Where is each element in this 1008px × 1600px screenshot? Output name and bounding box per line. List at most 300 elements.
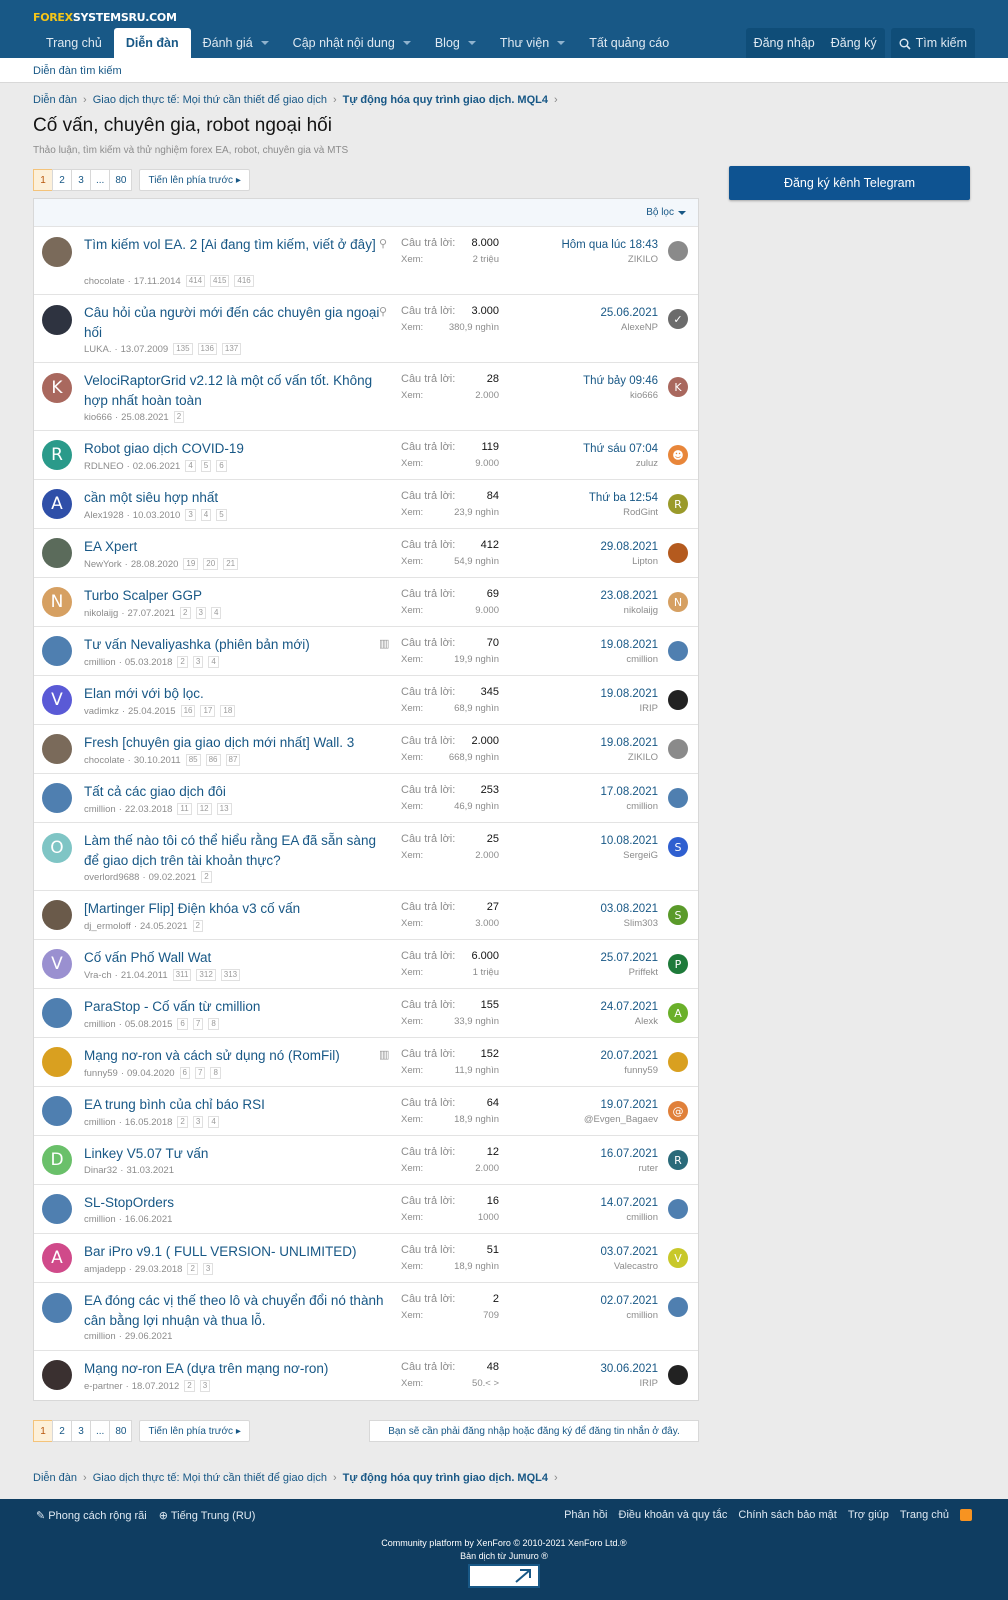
thread-start-date[interactable]: 17.11.2014 xyxy=(133,275,181,287)
author-avatar[interactable] xyxy=(42,1096,72,1126)
thread-row[interactable] xyxy=(34,578,698,627)
last-poster-avatar[interactable]: ✓ xyxy=(668,309,688,329)
thread-title[interactable]: Bar iPro v9.1 ( FULL VERSION- UNLIMITED) xyxy=(84,1244,357,1259)
thread-start-date[interactable]: 09.04.2020 xyxy=(126,1067,175,1079)
thread-page-link[interactable]: 3 xyxy=(185,509,195,521)
thread-start-date[interactable]: 30.10.2011 xyxy=(133,754,181,766)
thread-author[interactable]: cmillion xyxy=(84,1214,116,1225)
footer-link-feedback[interactable]: Phản hồi xyxy=(564,1509,608,1521)
author-avatar[interactable]: K xyxy=(42,373,72,403)
thread-page-link[interactable]: 137 xyxy=(222,343,241,355)
thread-page-link[interactable]: 3 xyxy=(193,1116,203,1128)
last-post-user[interactable]: cmillion xyxy=(626,1310,658,1321)
counter-badge[interactable] xyxy=(468,1564,540,1588)
thread-start-date[interactable]: 28.08.2020 xyxy=(130,558,179,570)
last-poster-avatar[interactable]: R xyxy=(668,1150,688,1170)
thread-start-date[interactable]: 21.04.2011 xyxy=(120,969,168,981)
thread-author[interactable]: NewYork xyxy=(84,558,122,570)
last-post-date[interactable]: 20.07.2021 xyxy=(600,1050,658,1062)
last-poster-avatar[interactable]: @ xyxy=(668,1101,688,1121)
page-link[interactable]: 3 xyxy=(71,169,91,191)
author-avatar[interactable] xyxy=(42,538,72,568)
thread-page-link[interactable]: 3 xyxy=(200,1380,210,1392)
thread-page-link[interactable]: 18 xyxy=(220,705,235,717)
thread-author[interactable]: kio666 xyxy=(84,411,112,423)
author-avatar[interactable] xyxy=(42,1293,72,1323)
last-poster-avatar[interactable] xyxy=(668,241,688,261)
last-poster-avatar[interactable] xyxy=(668,1297,688,1317)
thread-title[interactable]: Turbo Scalper GGP xyxy=(84,588,203,603)
thread-stats xyxy=(401,999,499,1033)
thread-page-link[interactable]: 136 xyxy=(198,343,217,355)
thread-start-date[interactable]: 16.06.2021 xyxy=(124,1214,173,1225)
thread-row[interactable] xyxy=(34,529,698,578)
thread-author[interactable]: Vra-ch xyxy=(84,969,112,981)
thread-page-link[interactable]: 2 xyxy=(180,607,190,619)
author-avatar[interactable] xyxy=(42,734,72,764)
last-poster-avatar[interactable]: S xyxy=(668,837,688,857)
thread-title[interactable]: Tư vấn Nevaliyashka (phiên bản mới) xyxy=(84,637,310,652)
author-avatar[interactable]: D xyxy=(42,1145,72,1175)
thread-row[interactable] xyxy=(34,363,698,431)
last-post-date[interactable]: 02.07.2021 xyxy=(600,1295,658,1307)
thread-page-link[interactable]: 4 xyxy=(208,656,218,668)
login-notice[interactable]: Bạn sẽ cần phải đăng nhập hoặc đăng ký để đăng tin nhắn ở đây. xyxy=(369,1420,699,1442)
thread-start-date[interactable]: 29.03.2018 xyxy=(134,1263,183,1275)
author-avatar[interactable] xyxy=(42,1047,72,1077)
thread-start-date[interactable]: 31.03.2021 xyxy=(126,1165,174,1176)
thread-page-link[interactable]: 2 xyxy=(177,656,187,668)
thread-start-date[interactable]: 27.07.2021 xyxy=(127,607,176,619)
last-post-user[interactable]: Lipton xyxy=(632,556,658,567)
thread-start-date[interactable]: 18.07.2012 xyxy=(131,1380,180,1392)
thread-row[interactable] xyxy=(34,627,698,676)
thread-author[interactable]: chocolate xyxy=(84,754,125,766)
page-link[interactable]: 80 xyxy=(109,169,132,191)
last-post-date[interactable]: Thứ ba 12:54 xyxy=(588,492,658,504)
views-count: 46,9 nghìn xyxy=(454,801,499,812)
author-avatar[interactable] xyxy=(42,1360,72,1390)
thread-author[interactable]: cmillion xyxy=(84,1116,116,1128)
thread-page-link[interactable]: 6 xyxy=(177,1018,187,1030)
thread-title[interactable]: Làm thế nào tôi có thể hiểu rằng EA đã sẵn sàng để giao dịch trên tài khoản thực? xyxy=(84,833,376,868)
nav-tab[interactable] xyxy=(191,28,281,58)
last-post-date[interactable]: 30.06.2021 xyxy=(600,1363,658,1375)
last-post-date[interactable]: Thứ sáu 07:04 xyxy=(583,443,658,455)
nav-tab[interactable] xyxy=(34,28,114,58)
thread-page-link[interactable]: 85 xyxy=(186,754,201,766)
thread-page-link[interactable]: 5 xyxy=(201,460,211,472)
footer-link-terms[interactable]: Điều khoản và quy tắc xyxy=(618,1509,728,1521)
last-post-date[interactable]: 19.08.2021 xyxy=(600,639,658,651)
pin-icon: ⚲ xyxy=(379,306,388,318)
thread-page-link[interactable]: 11 xyxy=(177,803,191,815)
thread-page-link[interactable]: 12 xyxy=(197,803,212,815)
last-post-user[interactable]: ZIKILO xyxy=(627,254,658,265)
last-poster-avatar[interactable]: S xyxy=(668,905,688,925)
last-post-user[interactable]: ruter xyxy=(638,1163,658,1174)
replies-count: 6.000 xyxy=(471,950,499,962)
last-post-date[interactable]: 19.08.2021 xyxy=(600,737,658,749)
thread-row[interactable] xyxy=(34,725,698,774)
last-poster-avatar[interactable] xyxy=(668,788,688,808)
last-post xyxy=(600,588,658,616)
last-post-user[interactable]: cmillion xyxy=(626,1212,658,1223)
thread-title[interactable]: SL-StopOrders xyxy=(84,1195,175,1210)
author-avatar[interactable]: A xyxy=(42,1243,72,1273)
thread-page-link[interactable]: 2 xyxy=(201,871,211,883)
breadcrumb-item[interactable]: Diễn đàn xyxy=(33,94,78,106)
thread-row[interactable] xyxy=(34,431,698,480)
last-poster-avatar[interactable] xyxy=(668,1052,688,1072)
chevron-down-icon[interactable] xyxy=(403,41,411,45)
thread-page-link[interactable]: 2 xyxy=(174,411,184,423)
page-link[interactable]: 80 xyxy=(109,1420,132,1442)
thread-start-date[interactable]: 25.04.2015 xyxy=(128,705,176,717)
login-link[interactable]: Đăng nhập xyxy=(753,36,815,50)
author-avatar[interactable]: V xyxy=(42,949,72,979)
last-post-user[interactable]: SergeiG xyxy=(623,850,658,861)
last-post-date[interactable]: 19.08.2021 xyxy=(600,688,658,700)
views-count: 709 xyxy=(483,1310,499,1321)
thread-title[interactable]: EA đóng các vị thế theo lô và chuyển đổi nó thành cân bằng lợi nhuận và thua lỗ. xyxy=(84,1293,384,1328)
thread-page-link[interactable]: 2 xyxy=(187,1263,197,1275)
author-avatar[interactable]: A xyxy=(42,489,72,519)
thread-title[interactable]: Robot giao dịch COVID-19 xyxy=(84,441,244,456)
breadcrumb-item[interactable]: Giao dịch thực tế: Mọi thứ cần thiết để giao dịch xyxy=(92,94,327,106)
author-avatar[interactable] xyxy=(42,1194,72,1224)
thread-author[interactable]: cmillion xyxy=(84,803,116,815)
thread-page-link[interactable]: 87 xyxy=(226,754,241,766)
thread-title[interactable]: ParaStop - Cố vấn từ cmillion xyxy=(84,999,261,1014)
last-post xyxy=(600,1361,658,1389)
thread-page-link[interactable]: 7 xyxy=(195,1067,205,1079)
thread-title[interactable]: Fresh [chuyên gia giao dịch mới nhất] Wall. 3 xyxy=(84,735,355,750)
translation-credit[interactable]: Bản dịch từ Jumuro ® xyxy=(460,1551,548,1561)
thread-page-link[interactable]: 415 xyxy=(210,275,229,287)
last-post-date[interactable]: 24.07.2021 xyxy=(600,1001,658,1013)
next-page-button[interactable] xyxy=(139,169,249,191)
last-post-date[interactable]: 17.08.2021 xyxy=(600,786,658,798)
last-poster-avatar[interactable] xyxy=(668,1199,688,1219)
footer-link-privacy[interactable]: Chính sách bảo mật xyxy=(738,1509,837,1521)
thread-page-link[interactable]: 5 xyxy=(216,509,226,521)
thread-author[interactable]: LUKA. xyxy=(84,343,112,355)
thread-stats xyxy=(401,784,499,818)
meta-separator: · xyxy=(142,871,146,883)
thread-page-link[interactable]: 4 xyxy=(185,460,195,472)
language-chooser[interactable]: ⊕ Tiếng Trung (RU) xyxy=(158,1510,256,1522)
pin-icon: ⚲ xyxy=(379,238,388,250)
thread-row[interactable] xyxy=(34,227,698,295)
thread-title[interactable]: Tất cả các giao dịch đôi xyxy=(84,784,226,799)
last-poster-avatar[interactable]: K xyxy=(668,377,688,397)
last-post-date[interactable]: 19.07.2021 xyxy=(600,1099,658,1111)
thread-author[interactable]: overlord9688 xyxy=(84,871,140,883)
thread-author[interactable]: amjadepp xyxy=(84,1263,126,1275)
thread-author[interactable]: Dinar32 xyxy=(84,1165,118,1176)
chevron-down-icon xyxy=(678,211,686,215)
thread-start-date[interactable]: 29.06.2021 xyxy=(124,1331,173,1342)
last-post-user[interactable]: RodGint xyxy=(623,507,658,518)
last-post-user[interactable]: ZIKILO xyxy=(627,752,658,763)
thread-row[interactable] xyxy=(34,823,698,891)
author-avatar[interactable] xyxy=(42,900,72,930)
thread-page-link[interactable]: 4 xyxy=(208,1116,218,1128)
replies-label: Câu trả lời: xyxy=(401,950,456,962)
thread-start-date[interactable]: 05.03.2018 xyxy=(124,656,173,668)
thread-page-link[interactable]: 2 xyxy=(177,1116,187,1128)
last-post-date[interactable]: Hôm qua lúc 18:43 xyxy=(561,239,658,251)
thread-page-link[interactable]: 313 xyxy=(221,969,240,981)
thread-page-link[interactable]: 4 xyxy=(211,607,221,619)
thread-page-link[interactable]: 4 xyxy=(201,509,211,521)
page-jump[interactable]: ... xyxy=(90,169,110,191)
thread-page-link[interactable]: 3 xyxy=(193,656,203,668)
page-link[interactable]: 2 xyxy=(52,1420,72,1442)
breadcrumb-item[interactable]: Tự động hóa quy trình giao dịch. MQL4 xyxy=(342,94,548,106)
thread-page-link[interactable]: 6 xyxy=(180,1067,190,1079)
last-post-user[interactable]: IRIP xyxy=(639,1378,658,1389)
thread-title[interactable]: EA Xpert xyxy=(84,539,138,554)
last-post xyxy=(600,539,658,567)
thread-row[interactable] xyxy=(34,1038,698,1087)
thread-start-date[interactable]: 16.05.2018 xyxy=(124,1116,173,1128)
footer-link-home[interactable]: Trang chủ xyxy=(899,1509,949,1521)
author-avatar[interactable]: O xyxy=(42,833,72,863)
thread-row[interactable] xyxy=(34,1185,698,1234)
search-label: Tìm kiếm xyxy=(915,36,967,50)
thread-title[interactable]: Tìm kiếm vol EA. 2 [Ai đang tìm kiếm, viết ở đây] xyxy=(84,237,376,252)
thread-author[interactable]: funny59 xyxy=(84,1067,118,1079)
thread-author[interactable]: cmillion xyxy=(84,656,116,668)
thread-page-link[interactable]: 8 xyxy=(208,1018,218,1030)
page-link[interactable]: 1 xyxy=(33,169,53,191)
register-link[interactable]: Đăng ký xyxy=(830,36,877,50)
rss-icon[interactable] xyxy=(960,1509,972,1521)
thread-page-link[interactable]: 13 xyxy=(217,803,232,815)
last-post-date[interactable]: 25.07.2021 xyxy=(600,952,658,964)
last-post-date[interactable]: 29.08.2021 xyxy=(600,541,658,553)
meta-separator: · xyxy=(124,558,128,570)
last-poster-avatar[interactable]: N xyxy=(668,592,688,612)
thread-author[interactable]: vadimkz xyxy=(84,705,119,717)
meta-separator: · xyxy=(114,343,118,355)
last-poster-avatar[interactable] xyxy=(668,690,688,710)
last-post-user[interactable]: Slim303 xyxy=(623,918,658,929)
last-post-user[interactable]: cmillion xyxy=(626,654,658,665)
last-poster-avatar[interactable] xyxy=(668,1365,688,1385)
search-forums-link[interactable]: Diễn đàn tìm kiếm xyxy=(33,65,122,77)
thread-title[interactable]: Mạng nơ-ron EA (dựa trên mạng nơ-ron) xyxy=(84,1361,329,1376)
thread-start-date[interactable]: 25.08.2021 xyxy=(121,411,169,423)
last-post-user[interactable]: AlexeNP xyxy=(621,322,658,333)
telegram-subscribe-button[interactable]: Đăng ký kênh Telegram xyxy=(729,166,970,200)
nav-tab[interactable] xyxy=(281,28,423,58)
thread-row[interactable] xyxy=(34,676,698,725)
last-poster-avatar[interactable]: ☻ xyxy=(668,445,688,465)
thread-row[interactable] xyxy=(34,480,698,529)
thread-row[interactable] xyxy=(34,1283,698,1351)
thread-title[interactable]: EA trung bình của chỉ báo RSI xyxy=(84,1097,265,1112)
thread-page-link[interactable]: 17 xyxy=(200,705,215,717)
thread-start-date[interactable]: 13.07.2009 xyxy=(120,343,169,355)
thread-page-link[interactable]: 7 xyxy=(193,1018,203,1030)
thread-row[interactable] xyxy=(34,295,698,363)
thread-author[interactable]: nikolaijg xyxy=(84,607,119,619)
nav-tab[interactable] xyxy=(488,28,577,58)
breadcrumb-item[interactable]: Giao dịch thực tế: Mọi thứ cần thiết để giao dịch xyxy=(92,1472,327,1484)
thread-start-date[interactable]: 24.05.2021 xyxy=(140,920,188,932)
thread-page-link[interactable]: 21 xyxy=(223,558,238,570)
thread-start-date[interactable]: 02.06.2021 xyxy=(132,460,181,472)
breadcrumb-item[interactable]: Diễn đàn xyxy=(33,1472,78,1484)
thread-row[interactable] xyxy=(34,1351,698,1400)
thread-row[interactable] xyxy=(34,940,698,989)
thread-row[interactable] xyxy=(34,1087,698,1136)
author-avatar[interactable] xyxy=(42,636,72,666)
chevron-down-icon[interactable] xyxy=(557,41,565,45)
thread-start-date[interactable]: 09.02.2021 xyxy=(148,871,197,883)
last-poster-avatar[interactable] xyxy=(668,641,688,661)
thread-page-link[interactable]: 3 xyxy=(196,607,206,619)
thread-page-link[interactable]: 19 xyxy=(183,558,198,570)
copyright[interactable]: Community platform by XenForo © 2010-2021 XenForo Ltd.® xyxy=(381,1538,627,1548)
site-logo[interactable]: FOREXSYSTEMSRU.COM xyxy=(33,11,177,24)
thread-row[interactable] xyxy=(34,989,698,1038)
meta-separator: · xyxy=(120,1165,124,1176)
thread-author[interactable]: dj_ermoloff xyxy=(84,920,131,932)
last-poster-avatar[interactable] xyxy=(668,739,688,759)
last-poster-avatar[interactable]: R xyxy=(668,494,688,514)
last-post-user[interactable]: @Evgen_Bagaev xyxy=(583,1114,658,1125)
views-label: Xem: xyxy=(401,254,424,265)
last-post-user[interactable]: Valecastro xyxy=(613,1261,658,1272)
author-avatar[interactable]: N xyxy=(42,587,72,617)
thread-page-link[interactable]: 135 xyxy=(173,343,192,355)
thread-title[interactable]: VelociRaptorGrid v2.12 là một cố vấn tốt. Không hợp nhất hoàn toàn xyxy=(84,373,373,408)
thread-page-link[interactable]: 16 xyxy=(181,705,196,717)
last-post-date[interactable]: 14.07.2021 xyxy=(600,1197,658,1209)
last-poster-avatar[interactable]: P xyxy=(668,954,688,974)
last-poster-avatar[interactable]: A xyxy=(668,1003,688,1023)
thread-title[interactable]: Linkey V5.07 Tư vấn xyxy=(84,1146,209,1161)
brush-icon: ✎ xyxy=(36,1510,46,1522)
thread-row[interactable] xyxy=(34,774,698,823)
author-avatar[interactable] xyxy=(42,237,72,267)
thread-author[interactable]: Alex1928 xyxy=(84,509,124,521)
last-post-user[interactable]: kio666 xyxy=(630,390,658,401)
main-nav xyxy=(34,28,681,58)
last-post-user[interactable]: Priffekt xyxy=(628,967,658,978)
author-avatar[interactable] xyxy=(42,305,72,335)
chevron-down-icon[interactable] xyxy=(468,41,476,45)
footer-link-help[interactable]: Trợ giúp xyxy=(847,1509,889,1521)
thread-start-date[interactable]: 22.03.2018 xyxy=(124,803,173,815)
thread-author[interactable]: cmillion xyxy=(84,1331,116,1342)
author-avatar[interactable] xyxy=(42,998,72,1028)
author-avatar[interactable]: V xyxy=(42,685,72,715)
nav-tab[interactable] xyxy=(423,28,488,58)
last-post-date[interactable]: 03.08.2021 xyxy=(600,903,658,915)
pagination-top xyxy=(33,169,250,191)
last-post-date[interactable]: Thứ bảy 09:46 xyxy=(583,375,658,387)
thread-page-link[interactable]: 6 xyxy=(216,460,226,472)
nav-tab[interactable] xyxy=(114,28,191,58)
last-post-user[interactable]: cmillion xyxy=(626,801,658,812)
last-post-date[interactable]: 16.07.2021 xyxy=(600,1148,658,1160)
replies-count: 119 xyxy=(481,441,499,453)
thread-page-link[interactable]: 86 xyxy=(206,754,221,766)
last-post-user[interactable]: Alexk xyxy=(634,1016,658,1027)
page-jump[interactable]: ... xyxy=(90,1420,110,1442)
thread-start-date[interactable]: 10.03.2010 xyxy=(132,509,181,521)
last-post-date[interactable]: 10.08.2021 xyxy=(600,835,658,847)
filter-button[interactable]: Bộ lọc xyxy=(646,207,674,218)
author-avatar[interactable]: R xyxy=(42,440,72,470)
thread-page-link[interactable]: 311 xyxy=(173,969,192,981)
chevron-down-icon[interactable] xyxy=(261,41,269,45)
author-avatar[interactable] xyxy=(42,783,72,813)
last-poster-avatar[interactable]: V xyxy=(668,1248,688,1268)
last-post-user[interactable]: IRIP xyxy=(639,703,658,714)
last-post-user[interactable]: nikolaijg xyxy=(623,605,658,616)
thread-row[interactable] xyxy=(34,1234,698,1283)
search-link[interactable] xyxy=(891,28,975,58)
last-post-user[interactable]: zuluz xyxy=(635,458,658,469)
last-post-date[interactable]: 03.07.2021 xyxy=(600,1246,658,1258)
replies-label: Câu trả lời: xyxy=(401,637,456,649)
style-chooser[interactable]: ✎ Phong cách rộng rãi xyxy=(36,1510,147,1522)
thread-page-link[interactable]: 2 xyxy=(184,1380,194,1392)
thread-row[interactable] xyxy=(34,891,698,940)
last-post-date[interactable]: 25.06.2021 xyxy=(600,307,658,319)
page-description: Thảo luận, tìm kiếm và thử nghiệm forex EA, robot, chuyên gia và MTS xyxy=(33,145,349,156)
thread-page-link[interactable]: 414 xyxy=(186,275,205,287)
thread-start-date[interactable]: 05.08.2015 xyxy=(124,1018,173,1030)
last-post xyxy=(600,735,658,763)
thread-author[interactable]: RDLNEO xyxy=(84,460,124,472)
page-link[interactable]: 3 xyxy=(71,1420,91,1442)
last-post-user[interactable]: funny59 xyxy=(624,1065,658,1076)
thread-title[interactable]: cần một siêu hợp nhất xyxy=(84,490,219,505)
thread-title[interactable]: Mạng nơ-ron và cách sử dụng nó (RomFil) xyxy=(84,1048,340,1063)
last-post-date[interactable]: 23.08.2021 xyxy=(600,590,658,602)
thread-page-link[interactable]: 8 xyxy=(210,1067,220,1079)
next-page-button[interactable] xyxy=(139,1420,249,1442)
thread-page-link[interactable]: 312 xyxy=(196,969,215,981)
thread-title[interactable]: Elan mới với bộ lọc. xyxy=(84,686,204,701)
thread-title[interactable]: Câu hỏi của người mới đến các chuyên gia ngoại hối xyxy=(84,305,380,340)
thread-meta xyxy=(84,803,232,815)
thread-title[interactable]: Cố vấn Phố Wall Wat xyxy=(84,950,212,965)
nav-tab[interactable] xyxy=(577,28,681,58)
thread-page-link[interactable]: 416 xyxy=(234,275,253,287)
views-label: Xem: xyxy=(401,752,424,763)
page-link[interactable]: 1 xyxy=(33,1420,53,1442)
thread-author[interactable]: e-partner xyxy=(84,1380,123,1392)
thread-title[interactable]: [Martinger Flip] Điện khóa v3 cố vấn xyxy=(84,901,301,916)
thread-page-link[interactable]: 3 xyxy=(203,1263,213,1275)
thread-page-link[interactable]: 20 xyxy=(203,558,218,570)
thread-author[interactable]: cmillion xyxy=(84,1018,116,1030)
thread-page-link[interactable]: 2 xyxy=(193,920,203,932)
last-poster-avatar[interactable] xyxy=(668,543,688,563)
thread-author[interactable]: chocolate xyxy=(84,275,125,287)
thread-row[interactable] xyxy=(34,1136,698,1185)
page-link[interactable]: 2 xyxy=(52,169,72,191)
breadcrumb-item[interactable]: Tự động hóa quy trình giao dịch. MQL4 xyxy=(342,1472,548,1484)
